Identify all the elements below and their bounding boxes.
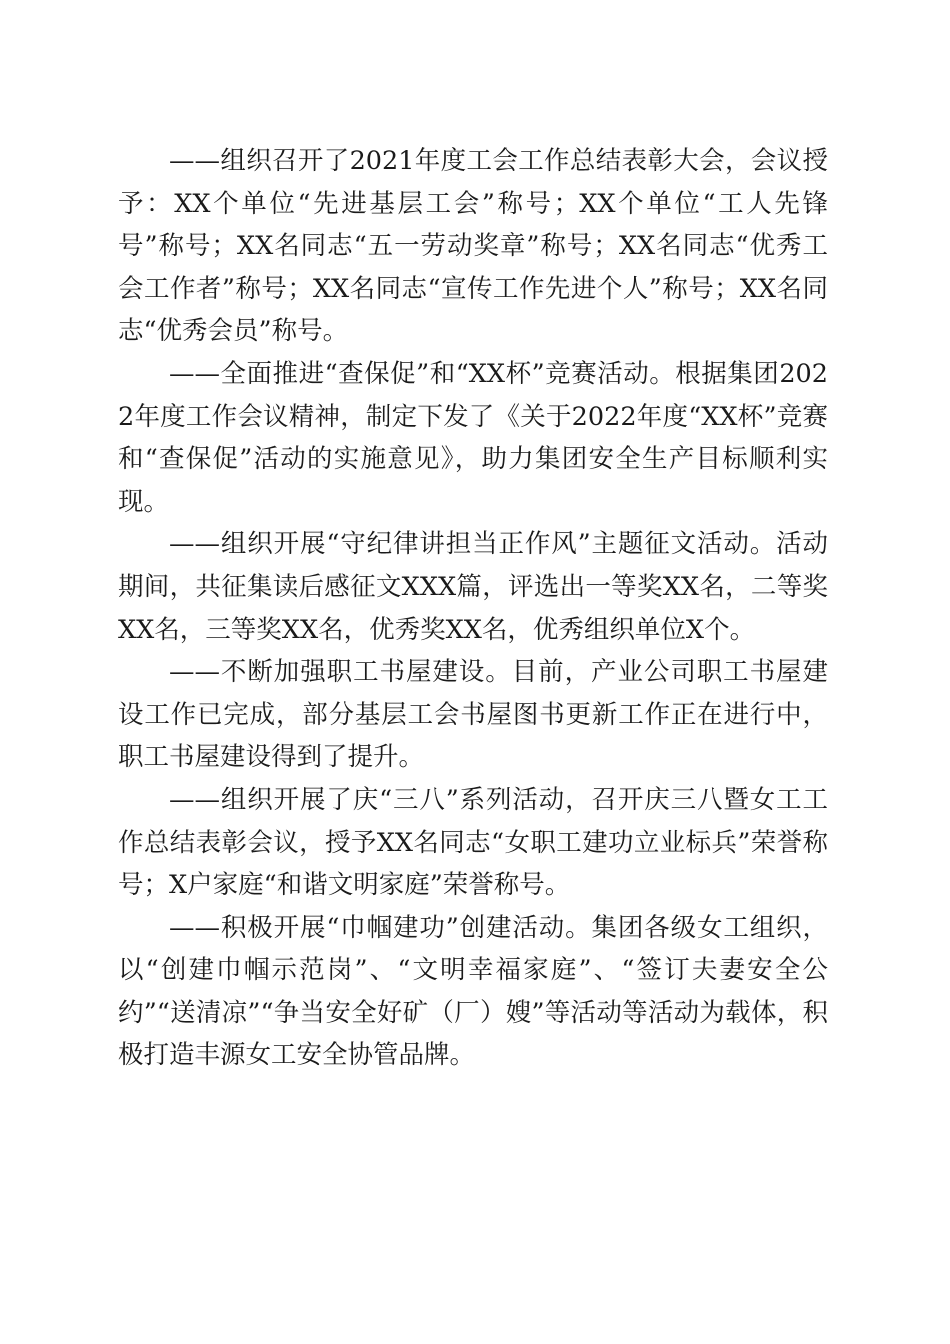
paragraph-competition: ——全面推进“查保促”和“XX杯”竞赛活动。根据集团2022年度工作会议精神，制定下发了《关于2022年度“XX杯”竞赛和“查保促”活动的实施意见》，助力集团安全生产目标顺利实现。: [118, 358, 828, 517]
paragraph-reading-room: ——不断加强职工书屋建设。目前，产业公司职工书屋建设工作已完成，部分基层工会书屋图书更新工作正在进行中，职工书屋建设得到了提升。: [118, 657, 828, 773]
paragraph-awards-meeting: ——组织召开了2021年度工会工作总结表彰大会，会议授予：XX个单位“先进基层工会”称号；XX个单位“工人先锋号”称号；XX名同志“五一劳动奖章”称号；XX名同志“优秀工会工作者”称号；XX名同志“宣传工作先进个人”称号；XX名同志“优秀会员”称号。: [118, 146, 828, 347]
paragraph-womens-day: ——组织开展了庆“三八”系列活动，召开庆三八暨女工工作总结表彰会议，授予XX名同志“女职工建功立业标兵”荣誉称号；X户家庭“和谐文明家庭”荣誉称号。: [118, 784, 828, 901]
paragraph-women-contribution: ——积极开展“巾帼建功”创建活动。集团各级女工组织，以“创建巾帼示范岗”、“文明幸福家庭”、“签订夫妻安全公约”“送清凉”“争当安全好矿（厂）嫂”等活动等活动为载体，积极打造丰源女工安全协管品牌。: [118, 912, 828, 1071]
paragraph-essay-contest: ——组织开展“守纪律讲担当正作风”主题征文活动。活动期间，共征集读后感征文XXX篇，评选出一等奖XX名，二等奖XX名，三等奖XX名，优秀奖XX名，优秀组织单位X个。: [118, 529, 828, 645]
document-body: [118, 140, 828, 1077]
